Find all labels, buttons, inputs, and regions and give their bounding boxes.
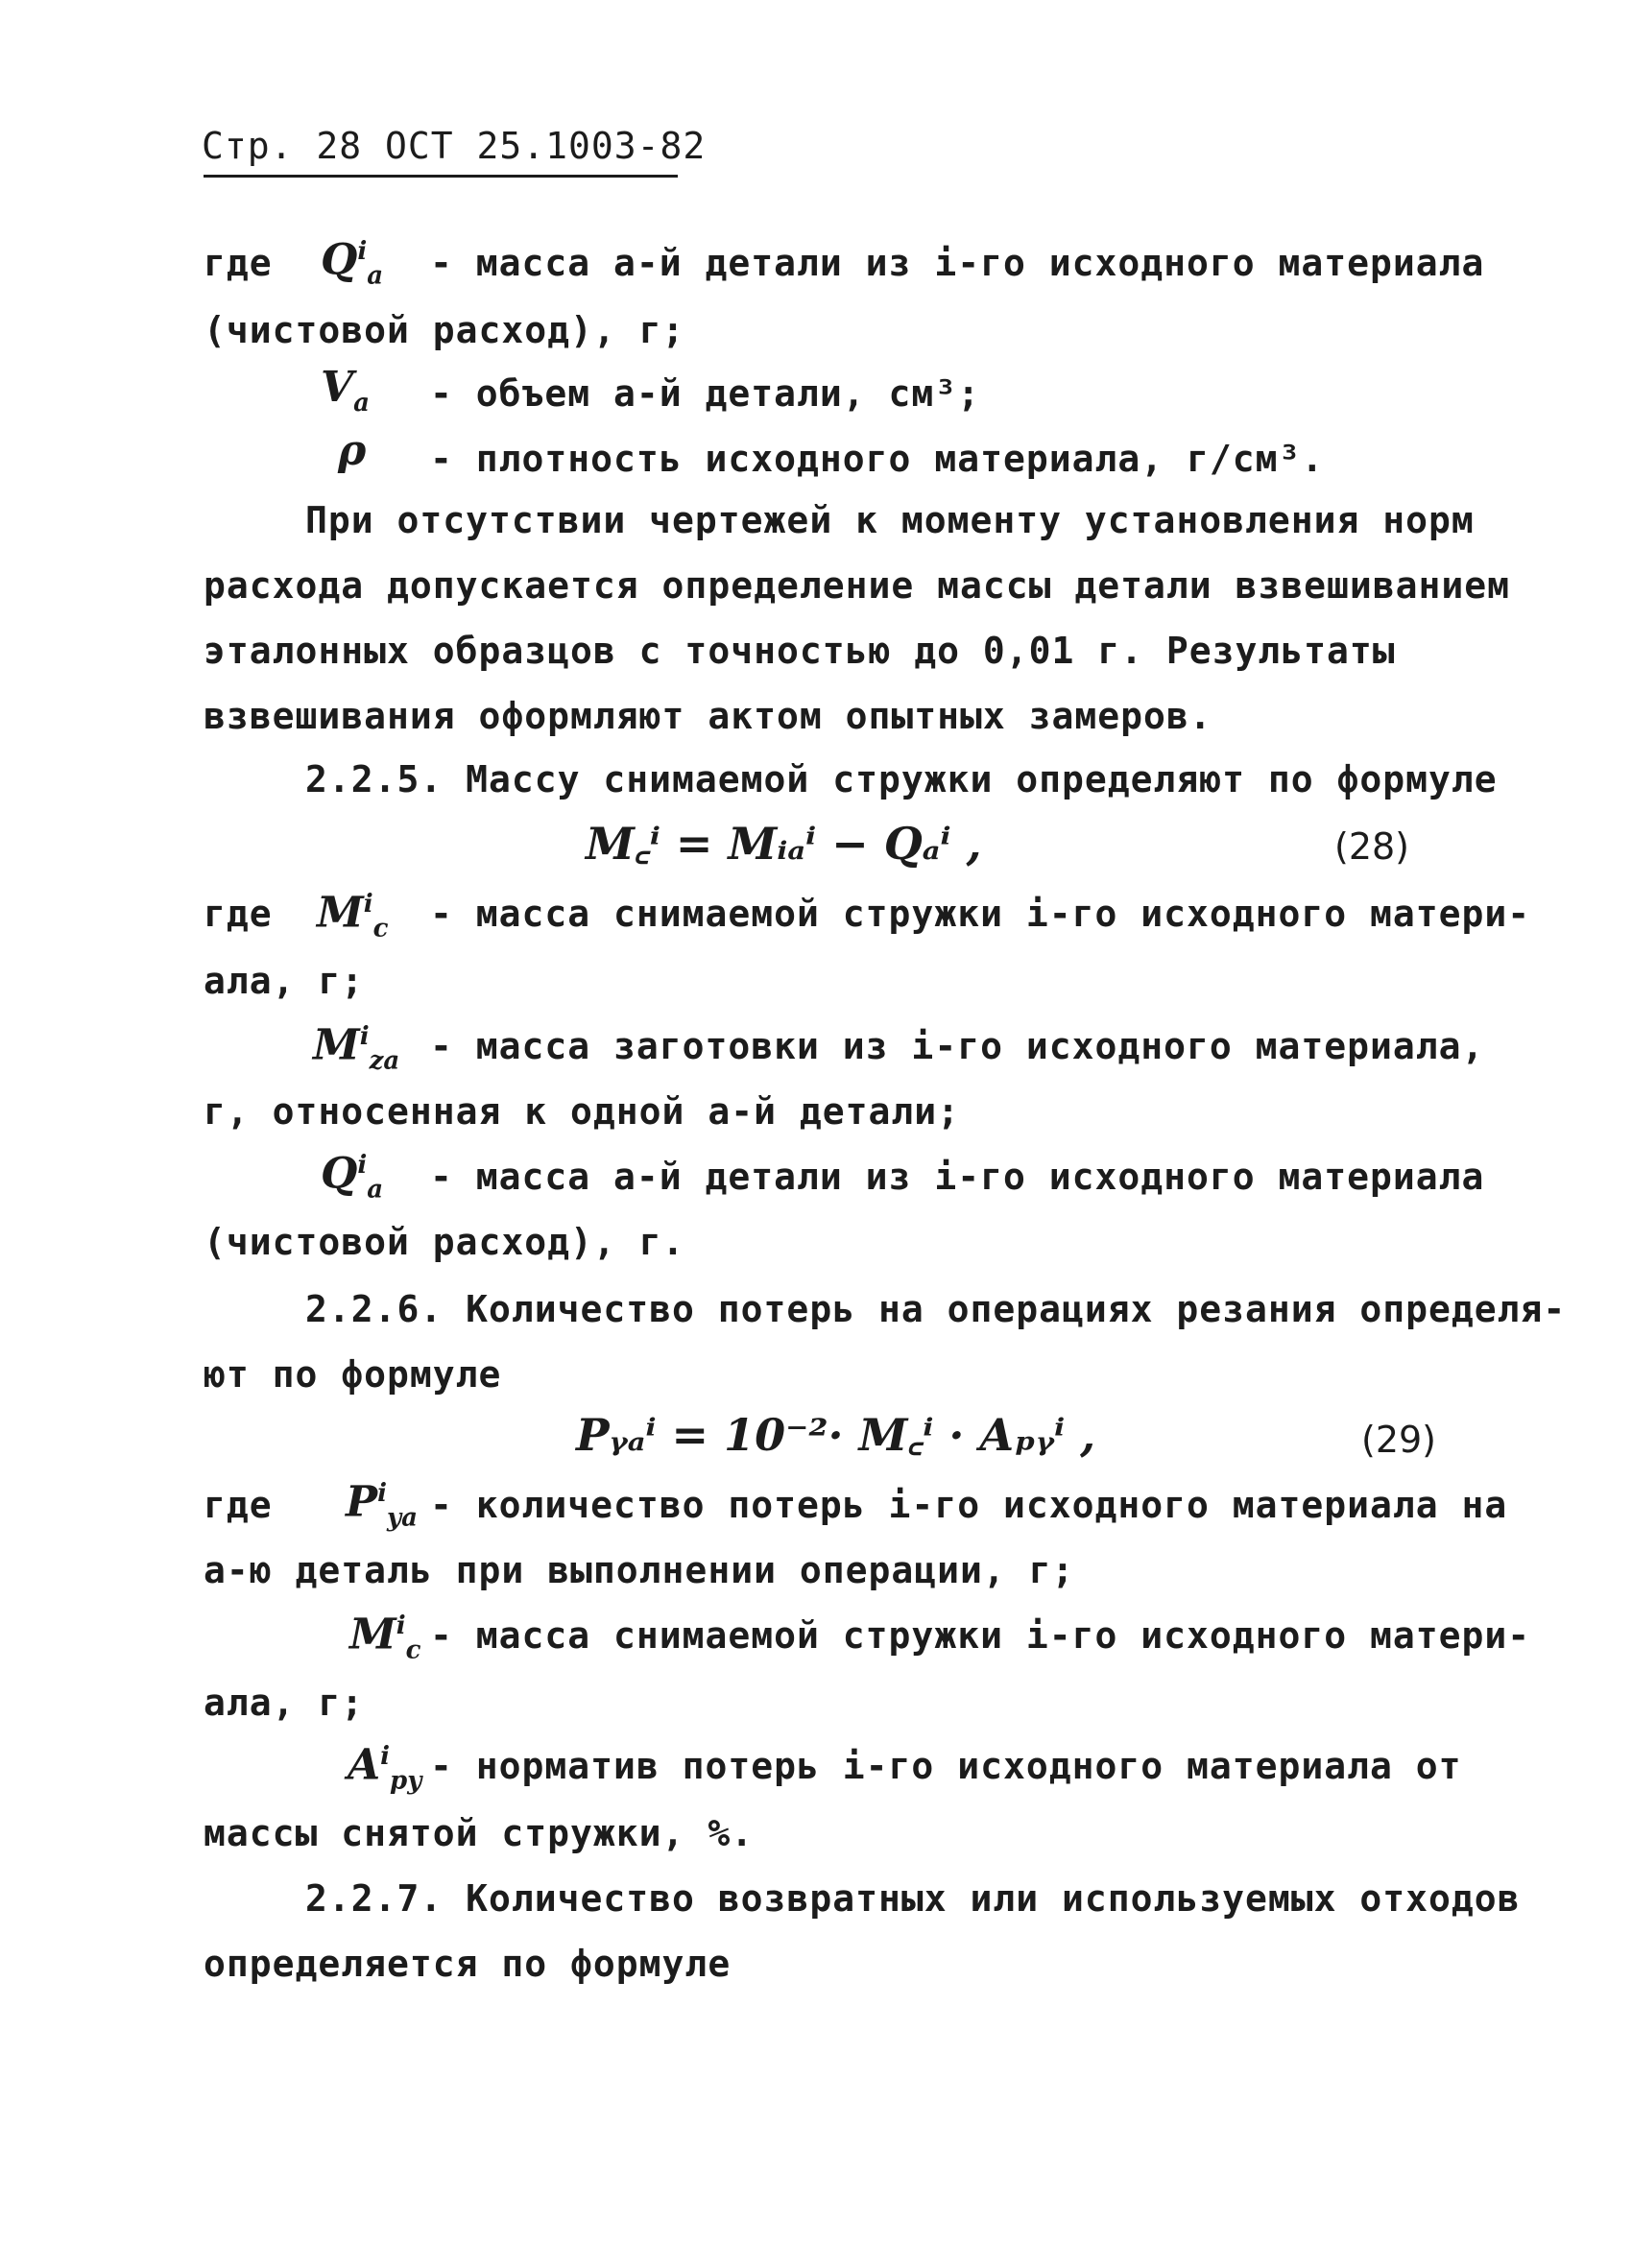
para1-line-2: расхода допускается определение массы детали взвешиванием [204,564,1511,607]
sec227-line-1: 2.2.7. Количество возвратных или используемых отходов [305,1877,1521,1920]
sec226-line-1: 2.2.6. Количество потерь на операциях резания определя- [305,1288,1567,1330]
def-mz-line-2: г, относенная к одной a-й детали; [204,1090,960,1133]
def-q-line-1: - масса a-й детали из i-го исходного материала [430,242,1485,284]
where-label-2: где [204,893,273,935]
sec225-heading: 2.2.5. Массу снимаемой стружки определяют по формуле [305,758,1498,800]
para1-line-4: взвешивания оформляют актом опытных замеров. [204,695,1212,737]
equation-number-29: (29) [1361,1419,1437,1461]
def-mc-line-1: - масса снимаемой стружки i-го исходного матери- [430,893,1531,935]
def-mz-line-1: - масса заготовки из i-го исходного материала, [430,1025,1485,1067]
symbol-v-a: $V_a$ [321,363,370,418]
symbol-m-za-i: $M^i_{za}$ [313,1020,400,1076]
def-a-line-2: массы снятой стружки, %. [204,1812,755,1854]
para1-line-1: При отсутствии чертежей к моменту установления норм [305,499,1475,541]
symbol-rho: ρ [338,426,367,475]
def-qa-line-2: (чистовой расход), г. [204,1221,685,1263]
sec226-line-2: ют по формуле [204,1353,502,1396]
where-label-1: где [204,242,273,284]
page-header: Стр. 28 ОСТ 25.1003-82 [202,125,707,167]
sec227-line-2: определяется по формуле [204,1943,732,1985]
def-a-line-1: - норматив потерь i-го исходного материала от [430,1745,1462,1787]
def-mc2-line-1: - масса снимаемой стружки i-го исходного матери- [430,1614,1531,1657]
symbol-q-a-i-2: $Q^i_a$ [321,1149,384,1205]
def-p-line-2: a-ю деталь при выполнении операции, г; [204,1549,1075,1591]
symbol-q-a-i: $Q^i_a$ [321,235,384,291]
def-q-line-2: (чистовой расход), г; [204,309,685,351]
para1-line-3: эталонных образцов с точностью до 0,01 г. Результаты [204,630,1396,672]
symbol-m-c-i: $M^i_c$ [317,888,389,943]
header-underline [204,175,678,178]
def-mc-line-2: ала, г; [204,960,365,1002]
def-mc2-line-2: ала, г; [204,1682,365,1724]
symbol-a-py-i: $A^i_{py}$ [348,1740,422,1796]
def-qa-line-1: - масса a-й детали из i-го исходного материала [430,1156,1485,1198]
def-p-line-1: - количество потерь i-го исходного материала на [430,1484,1508,1526]
formula-29: Pᵧₐⁱ = 10⁻²· M꜀ⁱ · Aₚᵧⁱ , [576,1409,1096,1461]
symbol-p-ya-i: $P^i_{ya}$ [346,1477,418,1533]
def-rho: - плотность исходного материала, г/см³. [430,438,1325,480]
where-label-3: где [204,1484,273,1526]
equation-number-28: (28) [1334,825,1410,868]
formula-28: M꜀ⁱ = Mᵢₐⁱ − Qₐⁱ , [586,818,982,870]
def-v: - объем a-й детали, см³; [430,372,981,415]
symbol-m-c-i-2: $M^i_c$ [349,1610,421,1665]
